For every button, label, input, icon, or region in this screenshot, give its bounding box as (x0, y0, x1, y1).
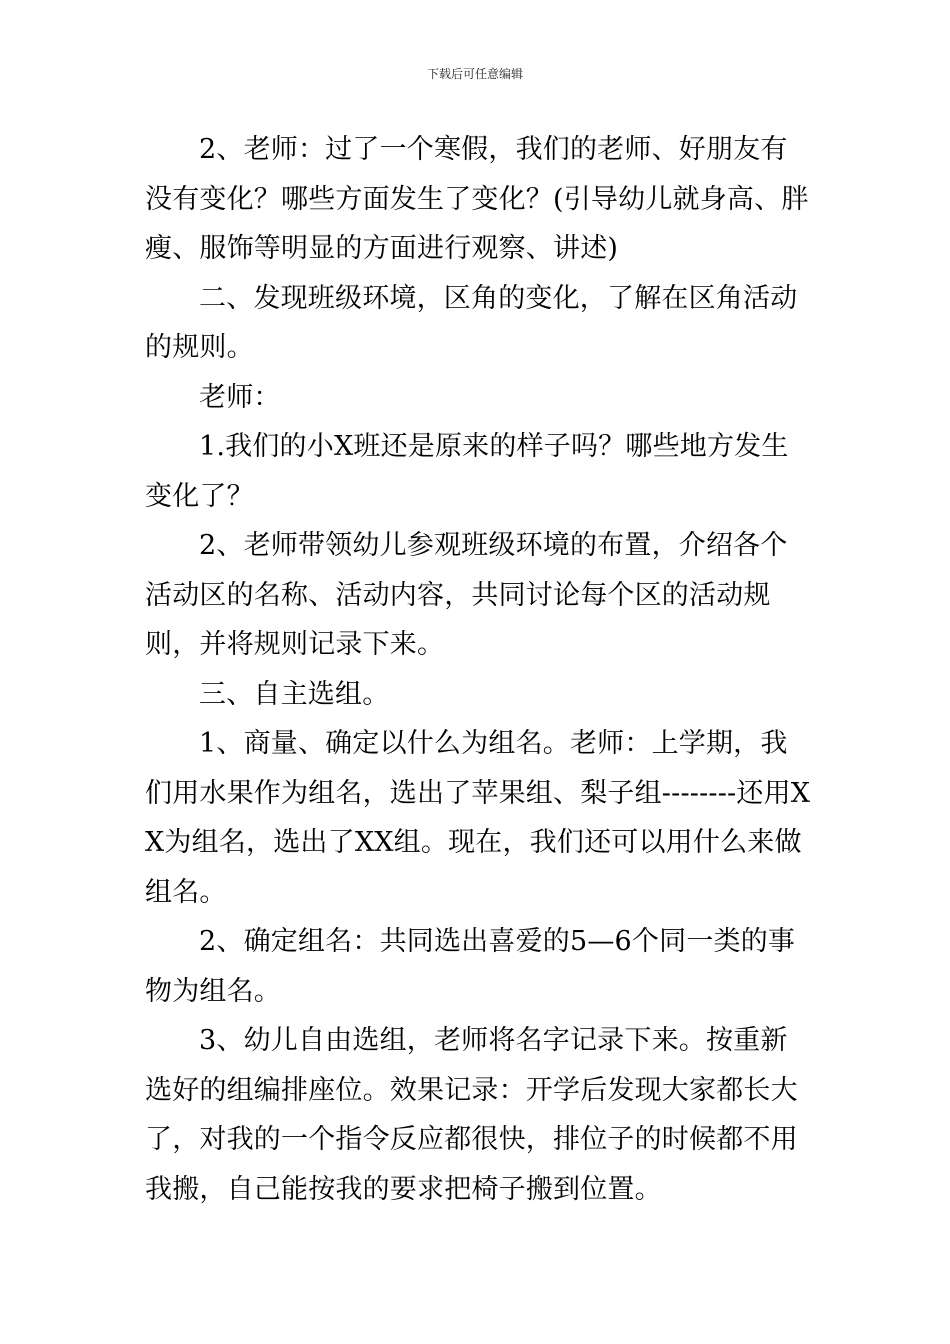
page-header-note: 下载后可任意编辑 (426, 67, 523, 81)
paragraph-visit-environment: 2、老师带领幼儿参观班级环境的布置，介绍各个活动区的名称、活动内容，共同讨论每个区的活动规则，并将规则记录下来。 (145, 530, 788, 660)
paragraph-section-two-heading: 二、发现班级环境，区角的变化，了解在区角活动的规则。 (145, 282, 798, 363)
paragraph-teacher-question: 2、老师：过了一个寒假，我们的老师、好朋友有没有变化？哪些方面发生了变化？(引导幼儿就身高、胖瘦、服饰等明显的方面进行观察、讲述) (145, 134, 809, 264)
paragraph-discuss-group-name: 1、商量、确定以什么为组名。老师：上学期，我们用水果作为组名，选出了苹果组、梨子组--------还用XX为组名，选出了XX组。现在，我们还可以用什么来做组名。 (145, 728, 811, 908)
paragraph-free-grouping: 3、幼儿自由选组，老师将名字记录下来。按重新选好的组编排座位。效果记录：开学后发现大家都长大了，对我的一个指令反应都很快，排位子的时候都不用我搬，自己能按我的要求把椅子搬到位置。 (145, 1025, 798, 1205)
paragraph-section-three-heading: 三、自主选组。 (199, 678, 390, 710)
paragraph-class-change-question: 1.我们的小X班还是原来的样子吗？哪些地方发生变化了？ (145, 431, 789, 512)
document-body (145, 125, 813, 1214)
paragraph-teacher-label: 老师： (199, 381, 281, 413)
paragraph-confirm-group-name: 2、确定组名：共同选出喜爱的5—6个同一类的事物为组名。 (145, 926, 796, 1007)
